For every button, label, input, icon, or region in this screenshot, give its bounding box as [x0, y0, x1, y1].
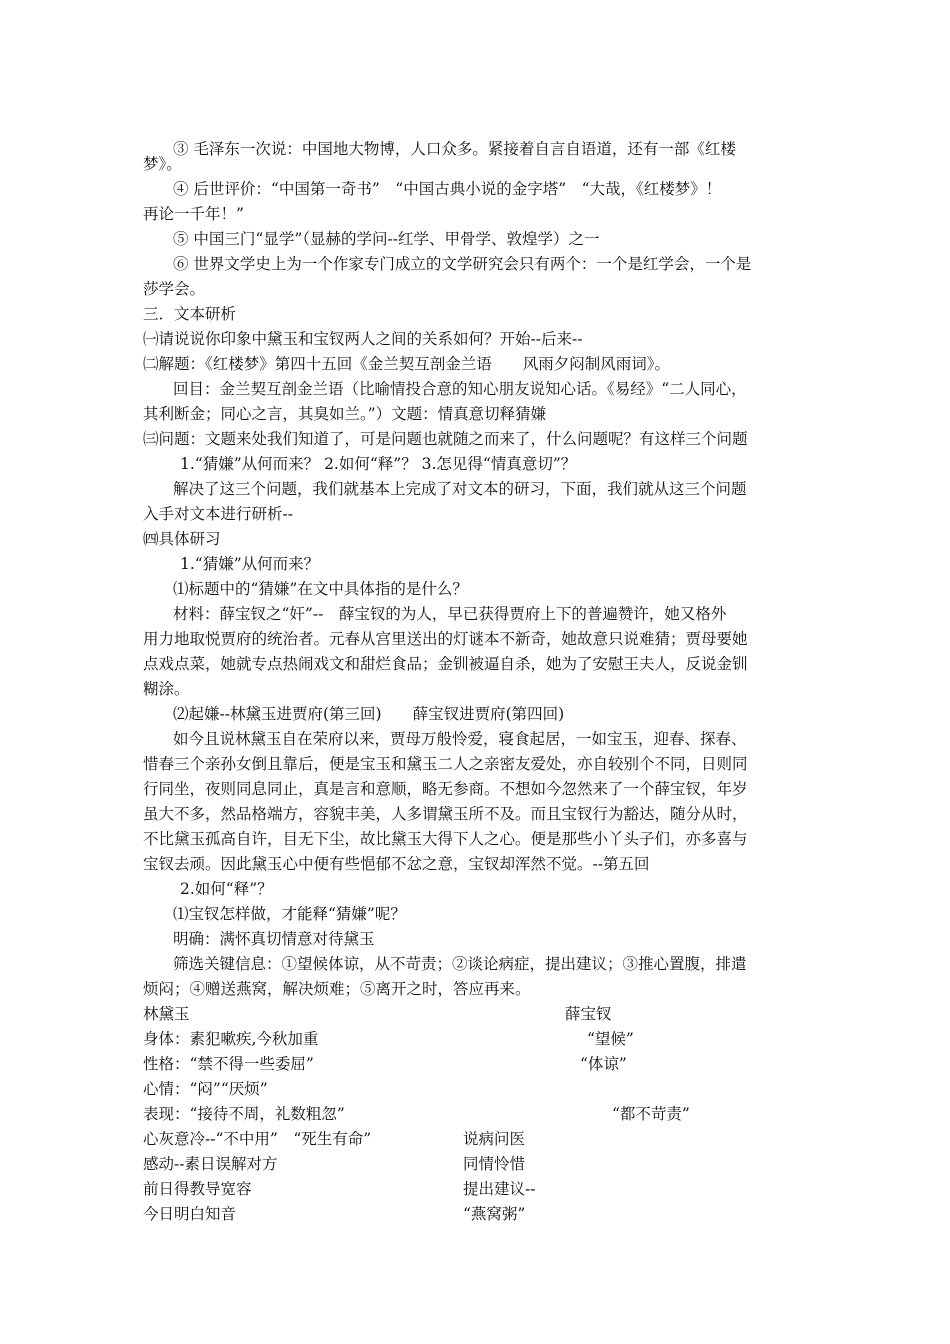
paragraph-line: 如今且说林黛玉自在荣府以来，贾母万般怜爱，寝食起居，一如宝玉，迎春、探春、 [173, 730, 747, 748]
paragraph-line: ⑵起嫌--林黛玉进贾府(第三回) 薛宝钗进贾府(第四回) [173, 705, 565, 723]
table-row-left: 表现：“接待不周，礼数粗忽” [143, 1105, 345, 1123]
table-row-right: 提出建议-- [463, 1180, 536, 1198]
paragraph-line: 材料：薛宝钗之“奸”-- 薛宝钗的为人，早已获得贾府上下的普遍赞许，她又格外 [173, 605, 727, 623]
section-heading: 三．文本研析 [143, 305, 237, 323]
paragraph-line: 惜春三个亲孙女倒且靠后，便是宝玉和黛玉二人之亲密友爱处，亦自较别个不同，日则同 [143, 755, 748, 773]
paragraph-line: 梦》。 [143, 155, 182, 173]
table-row-right: “望候” [587, 1030, 634, 1048]
table-row-left: 感动--素日误解对方 [143, 1155, 278, 1173]
paragraph-line: 点戏点菜，她就专点热闹戏文和甜烂食品；金钏被逼自杀，她为了安慰王夫人，反说金钏 [143, 655, 748, 673]
paragraph-line: ④ 后世评价：“中国第一奇书” “中国古典小说的金字塔” “大哉，《红楼梦》！ [173, 180, 722, 198]
paragraph-line: 回目：金兰契互剖金兰语（比喻情投合意的知心朋友说知心话。《易经》“二人同心， [173, 380, 747, 398]
paragraph-line: 入手对文本进行研析-- [143, 505, 293, 523]
paragraph-line: 用力地取悦贾府的统治者。元春从宫里送出的灯谜本不新奇，她故意只说难猜；贾母要她 [143, 630, 748, 648]
paragraph-line: 糊涂。 [143, 680, 190, 698]
table-row-right: 说病问医 [463, 1130, 526, 1148]
paragraph-line: ⑥ 世界文学史上为一个作家专门成立的文学研究会只有两个：一个是红学会，一个是 [173, 255, 752, 273]
paragraph-line: ⑤ 中国三门“显学”（显赫的学问--红学、甲骨学、敦煌学）之一 [173, 230, 600, 248]
table-row-right: “燕窝粥” [463, 1205, 526, 1223]
paragraph-line: 1.“猜嫌”从何而来？ [180, 555, 320, 573]
table-header-left: 林黛玉 [143, 1005, 190, 1023]
table-row-left: 今日明白知音 [143, 1205, 237, 1223]
table-row-right: “体谅” [580, 1055, 627, 1073]
paragraph-line: 筛选关键信息：①望候体谅，从不苛责；②谈论病症，提出建议；③推心置腹，排遣 [173, 955, 747, 973]
paragraph-line: 不比黛玉孤高自许，目无下尘，故比黛玉大得下人之心。便是那些小丫头子们，亦多喜与 [143, 830, 748, 848]
table-row-right: 同情怜惜 [463, 1155, 526, 1173]
paragraph-line: 莎学会。 [143, 280, 206, 298]
table-row-left: 性格：“禁不得一些委屈” [143, 1055, 314, 1073]
table-row-left: 身体：素犯嗽疾,今秋加重 [143, 1030, 319, 1048]
paragraph-line: 再论一千年！” [143, 205, 244, 223]
paragraph-line: 其利断金；同心之言，其臭如兰。”）文题：情真意切释猜嫌 [143, 405, 547, 423]
paragraph-line: 行同坐，夜则同息同止，真是言和意顺，略无参商。不想如今忽然来了一个薛宝钗，年岁 [143, 780, 748, 798]
paragraph-line: ㈠请说说你印象中黛玉和宝钗两人之间的关系如何？开始--后来-- [143, 330, 583, 348]
paragraph-line: ㈢问题：文题来处我们知道了，可是问题也就随之而来了，什么问题呢？有这样三个问题 [143, 430, 748, 448]
paragraph-line: ③ 毛泽东一次说：中国地大物博，人口众多。紧接着自言自语道，还有一部《红楼 [173, 140, 736, 158]
paragraph-line: ㈡解题：《红楼梦》第四十五回《金兰契互剖金兰语 风雨夕闷制风雨词》。 [143, 355, 671, 373]
paragraph-line: ⑴宝钗怎样做，才能释“猜嫌”呢？ [173, 905, 406, 923]
table-row-right: “都不苛责” [612, 1105, 690, 1123]
table-row-left: 心灰意冷--“不中用” “死生有命” [143, 1130, 372, 1148]
table-row-left: 前日得教导宽容 [143, 1180, 252, 1198]
paragraph-line: 烦闷；④赠送燕窝，解决烦难；⑤离开之时，答应再来。 [143, 980, 531, 998]
paragraph-line: 虽大不多，然品格端方，容貌丰美，人多谓黛玉所不及。而且宝钗行为豁达，随分从时， [143, 805, 748, 823]
subsection-heading: ㈣具体研习 [143, 530, 221, 548]
paragraph-line: ⑴标题中的“猜嫌”在文中具体指的是什么？ [173, 580, 468, 598]
table-header-right: 薛宝钗 [565, 1005, 612, 1023]
paragraph-line: 解决了这三个问题，我们就基本上完成了对文本的研习，下面，我们就从这三个问题 [173, 480, 747, 498]
paragraph-line: 1.“猜嫌”从何而来？ 2.如何“释”？ 3.怎见得“情真意切”？ [180, 455, 577, 473]
paragraph-line: 宝钗去顽。因此黛玉心中便有些悒郁不忿之意，宝钗却浑然不觉。--第五回 [143, 855, 650, 873]
paragraph-line: 明确：满怀真切情意对待黛玉 [173, 930, 375, 948]
paragraph-line: 2.如何“释”？ [180, 880, 273, 898]
table-row-left: 心情：“闷”“厌烦” [143, 1080, 268, 1098]
